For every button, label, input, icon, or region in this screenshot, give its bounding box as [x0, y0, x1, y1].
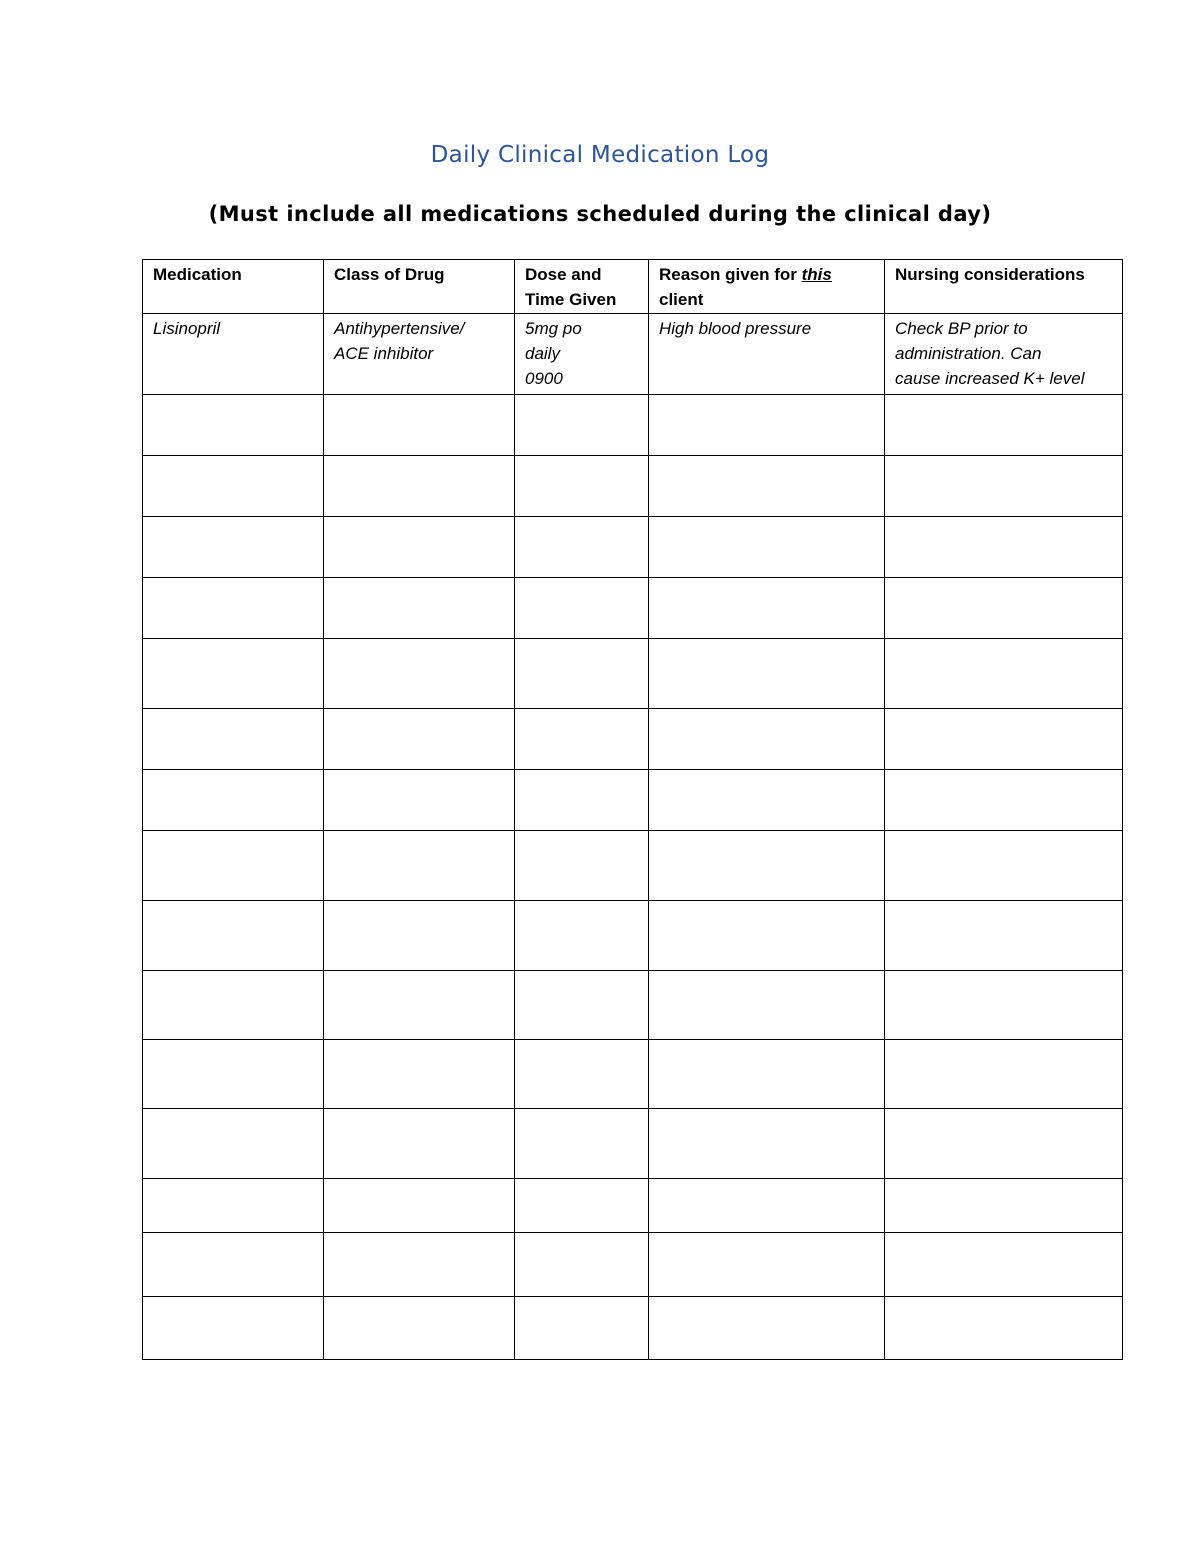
table-cell-empty[interactable] — [143, 639, 324, 709]
header-reason-prefix: Reason given for — [659, 265, 802, 284]
table-cell-empty[interactable] — [649, 395, 885, 456]
table-cell-empty[interactable] — [324, 1297, 515, 1360]
header-dose-line2: Time Given — [525, 290, 617, 309]
table-cell-empty[interactable] — [143, 1040, 324, 1109]
table-row — [143, 1040, 1123, 1109]
cell-class-of-drug[interactable] — [324, 314, 515, 395]
header-dose-time — [515, 260, 649, 314]
table-cell-empty[interactable] — [143, 1297, 324, 1360]
table-cell-empty[interactable] — [324, 709, 515, 770]
page-subtitle: (Must include all medications scheduled during the clinical day) — [208, 202, 992, 226]
table-cell-empty[interactable] — [143, 456, 324, 517]
table-cell-empty[interactable] — [324, 639, 515, 709]
table-cell-empty[interactable] — [885, 395, 1123, 456]
table-row — [143, 971, 1123, 1040]
table-cell-empty[interactable] — [143, 901, 324, 971]
nursing-line2: administration. Can — [895, 344, 1042, 363]
table-cell-empty[interactable] — [324, 1233, 515, 1297]
table-cell-empty[interactable] — [515, 1297, 649, 1360]
table-cell-empty[interactable] — [324, 831, 515, 901]
header-nursing-considerations: Nursing considerations — [885, 260, 1123, 314]
dose-line2: daily — [525, 344, 560, 363]
cell-dose-time[interactable] — [515, 314, 649, 395]
table-cell-empty[interactable] — [649, 456, 885, 517]
page-title: Daily Clinical Medication Log — [430, 142, 770, 168]
table-cell-empty[interactable] — [324, 770, 515, 831]
table-cell-empty[interactable] — [885, 1233, 1123, 1297]
dose-line1: 5mg po — [525, 319, 582, 338]
table-cell-empty[interactable] — [143, 517, 324, 578]
table-cell-empty[interactable] — [515, 709, 649, 770]
table-cell-empty[interactable] — [515, 831, 649, 901]
table-cell-empty[interactable] — [649, 1179, 885, 1233]
table-cell-empty[interactable] — [515, 456, 649, 517]
table-cell-empty[interactable] — [885, 578, 1123, 639]
table-cell-empty[interactable] — [143, 1179, 324, 1233]
table-cell-empty[interactable] — [324, 971, 515, 1040]
table-cell-empty[interactable] — [515, 1040, 649, 1109]
table-row — [143, 578, 1123, 639]
table-cell-empty[interactable] — [324, 578, 515, 639]
table-cell-empty[interactable] — [324, 517, 515, 578]
header-class-of-drug: Class of Drug — [324, 260, 515, 314]
table-cell-empty[interactable] — [885, 1179, 1123, 1233]
table-cell-empty[interactable] — [885, 456, 1123, 517]
table-cell-empty[interactable] — [885, 709, 1123, 770]
cell-medication[interactable]: Lisinopril — [143, 314, 324, 395]
table-cell-empty[interactable] — [324, 456, 515, 517]
table-cell-empty[interactable] — [324, 1179, 515, 1233]
table-cell-empty[interactable] — [885, 517, 1123, 578]
table-cell-empty[interactable] — [143, 709, 324, 770]
table-cell-empty[interactable] — [649, 1040, 885, 1109]
table-cell-empty[interactable] — [515, 770, 649, 831]
table-row — [143, 1233, 1123, 1297]
table-cell-empty[interactable] — [885, 1109, 1123, 1179]
header-reason-emphasis: this — [801, 265, 832, 284]
table-row — [143, 901, 1123, 971]
table-row — [143, 770, 1123, 831]
table-cell-empty[interactable] — [515, 395, 649, 456]
table-cell-empty[interactable] — [515, 1179, 649, 1233]
header-reason — [649, 260, 885, 314]
table-row — [143, 395, 1123, 456]
table-cell-empty[interactable] — [143, 770, 324, 831]
table-row-sample — [143, 314, 1123, 395]
table-cell-empty[interactable] — [649, 1233, 885, 1297]
table-cell-empty[interactable] — [143, 831, 324, 901]
table-cell-empty[interactable] — [649, 971, 885, 1040]
table-cell-empty[interactable] — [143, 1109, 324, 1179]
nursing-line3: cause increased K+ level — [895, 369, 1085, 388]
nursing-line1: Check BP prior to — [895, 319, 1028, 338]
table-cell-empty[interactable] — [143, 578, 324, 639]
table-row — [143, 709, 1123, 770]
class-line2: ACE inhibitor — [334, 344, 434, 363]
class-line1: Antihypertensive/ — [334, 319, 465, 338]
table-cell-empty[interactable] — [885, 1040, 1123, 1109]
cell-reason[interactable]: High blood pressure — [649, 314, 885, 395]
header-reason-line1 — [659, 262, 874, 287]
table-row — [143, 831, 1123, 901]
table-cell-empty[interactable] — [143, 395, 324, 456]
table-cell-empty[interactable] — [515, 639, 649, 709]
table-row — [143, 639, 1123, 709]
table-cell-empty[interactable] — [885, 971, 1123, 1040]
table-cell-empty[interactable] — [649, 517, 885, 578]
table-cell-empty[interactable] — [515, 517, 649, 578]
table-cell-empty[interactable] — [885, 1297, 1123, 1360]
table-cell-empty[interactable] — [515, 901, 649, 971]
table-row — [143, 1109, 1123, 1179]
header-dose-line1: Dose and — [525, 265, 602, 284]
table-cell-empty[interactable] — [143, 971, 324, 1040]
table-cell-empty[interactable] — [324, 1040, 515, 1109]
table-cell-empty[interactable] — [515, 1233, 649, 1297]
table-cell-empty[interactable] — [649, 578, 885, 639]
header-reason-line2: client — [659, 290, 704, 309]
table-row — [143, 1297, 1123, 1360]
table-cell-empty[interactable] — [885, 831, 1123, 901]
table-cell-empty[interactable] — [324, 1109, 515, 1179]
table-row — [143, 456, 1123, 517]
table-cell-empty[interactable] — [649, 831, 885, 901]
table-cell-empty[interactable] — [885, 639, 1123, 709]
cell-nursing-considerations[interactable] — [885, 314, 1123, 395]
table-cell-empty[interactable] — [515, 971, 649, 1040]
table-cell-empty[interactable] — [324, 395, 515, 456]
header-medication: Medication — [143, 260, 324, 314]
table-cell-empty[interactable] — [515, 578, 649, 639]
table-cell-empty[interactable] — [649, 770, 885, 831]
table-cell-empty[interactable] — [649, 901, 885, 971]
table-cell-empty[interactable] — [143, 1233, 324, 1297]
table-cell-empty[interactable] — [515, 1109, 649, 1179]
table-cell-empty[interactable] — [885, 901, 1123, 971]
table-cell-empty[interactable] — [649, 1297, 885, 1360]
dose-line3: 0900 — [525, 369, 563, 388]
table-cell-empty[interactable] — [324, 901, 515, 971]
table-row — [143, 1179, 1123, 1233]
table-cell-empty[interactable] — [885, 770, 1123, 831]
table-cell-empty[interactable] — [649, 639, 885, 709]
table-cell-empty[interactable] — [649, 1109, 885, 1179]
table-cell-empty[interactable] — [649, 709, 885, 770]
table-row — [143, 517, 1123, 578]
medication-log-table — [142, 259, 1123, 1360]
table-header-row — [143, 260, 1123, 314]
